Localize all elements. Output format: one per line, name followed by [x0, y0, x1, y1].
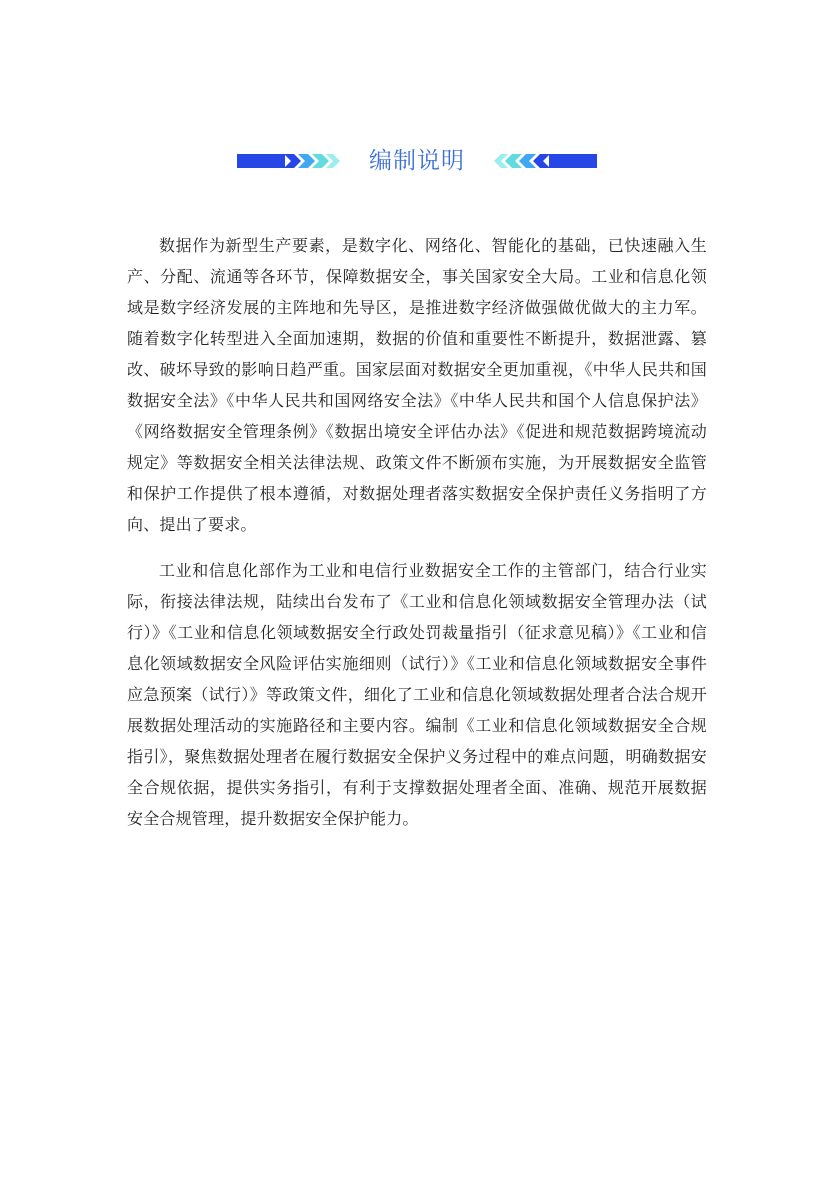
chevron-left-icon — [533, 154, 550, 168]
page-title: 编制说明 — [369, 148, 465, 174]
section-heading — [0, 140, 831, 182]
left-heading-bar — [237, 154, 285, 168]
document-body — [127, 230, 707, 849]
right-arrow-decoration — [490, 150, 598, 172]
chevron-right-icon — [284, 154, 301, 168]
left-arrow-decoration — [236, 150, 344, 172]
paragraph-intro: 数据作为新型生产要素，是数字化、网络化、智能化的基础，已快速融入生产、分配、流通等各环节，保障数据安全，事关国家安全大局。工业和信息化领域是数字经济发展的主阵地和先导区，是推进数字经济做强做优做大的主力军。随着数字化转型进入全面加速期，数据的价值和重要性不断提升，数据泄露、篡改、破坏导致的影响日趋严重。国家层面对数据安全更加重视，《中华人民共和国数据安全法》《中华人民共和国网络安全法》《中华人民共和国个人信息保护法》《网络数据安全管理条例》《数据出境安全评估办法》《促进和规范数据跨境流动规定》等数据安全相关法律法规、政策文件不断颁布实施，为开展数据安全监管和保护工作提供了根本遵循，对数据处理者落实数据安全保护责任义务指明了方向、提出了要求。 — [127, 236, 707, 534]
right-heading-bar — [549, 154, 597, 168]
paragraph-ministry: 工业和信息化部作为工业和电信行业数据安全工作的主管部门，结合行业实际，衔接法律法规，陆续出台发布了《工业和信息化领域数据安全管理办法（试行）》《工业和信息化领域数据安全行政处罚裁量指引（征求意见稿）》《工业和信息化领域数据安全风险评估实施细则（试行）》《工业和信息化领域数据安全事件应急预案（试行）》等政策文件，细化了工业和信息化领域数据处理者合法合规开展数据处理活动的实施路径和主要内容。编制《工业和信息化领域数据安全合规指引》，聚焦数据处理者在履行数据安全保护义务过程中的难点问题，明确数据安全合规依据，提供实务指引，有利于支撑数据处理者全面、准确、规范开展数据安全合规管理，提升数据安全保护能力。 — [127, 561, 707, 828]
